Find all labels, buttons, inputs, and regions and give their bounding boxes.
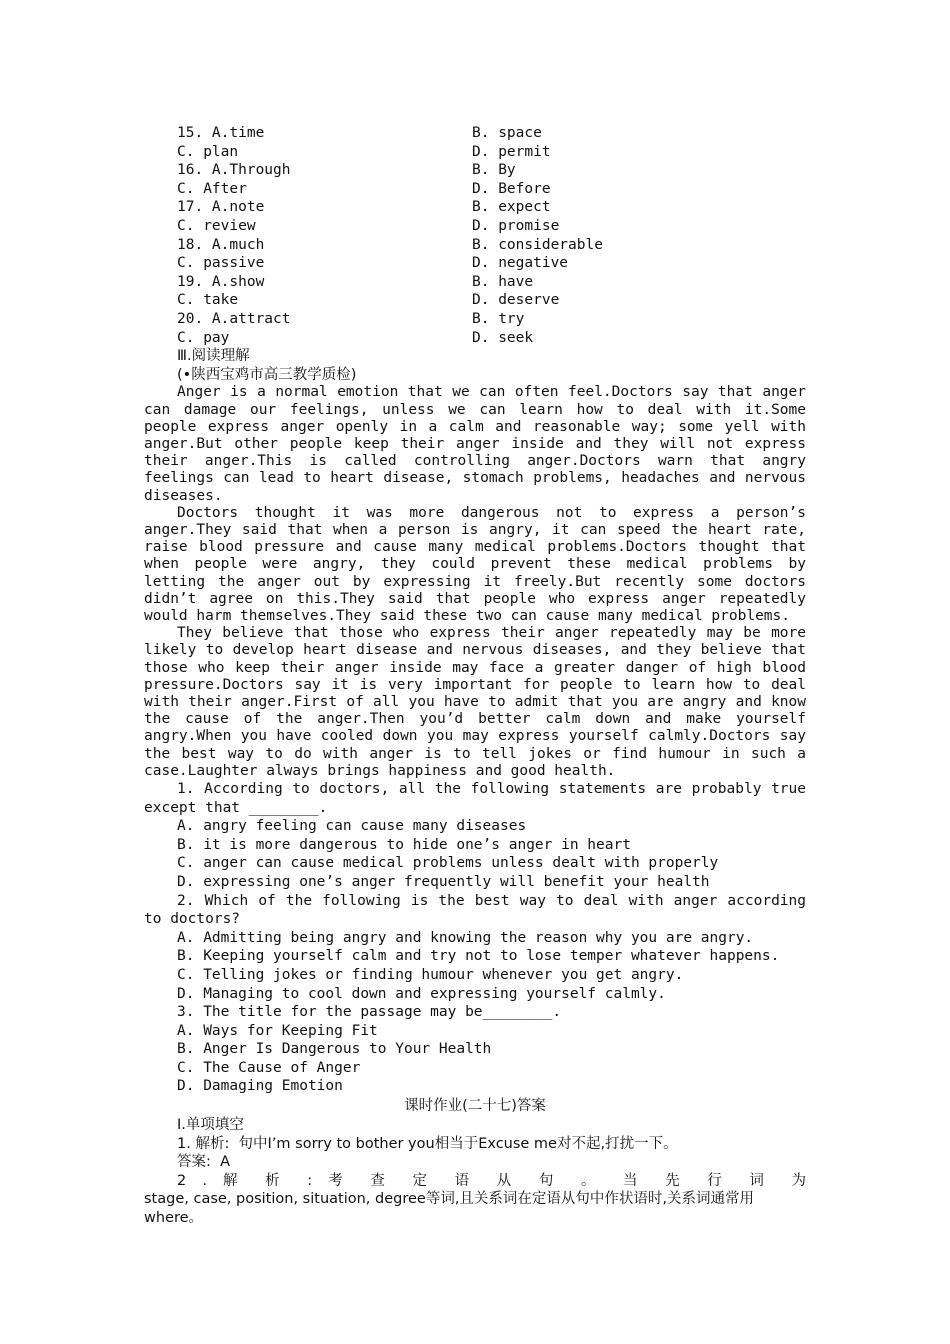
option-right: B. By <box>472 162 516 179</box>
question-stem: 2. Which of the following is the best way to deal with anger according to doctors? <box>144 892 806 928</box>
option-left: 17. A.note <box>177 199 265 216</box>
option-right: B. considerable <box>472 236 603 253</box>
option-row <box>144 198 806 217</box>
option-left: C. pay <box>177 329 230 346</box>
answer-choice: A. Admitting being angry and knowing the reason why you are angry. <box>177 929 754 946</box>
passage-paragraph: Doctors thought it was more dangerous not to express a person’s anger.They said that when a person is angry, it can speed the heart rate, raise blood pressure and cause many medical problems.Doctors thought that when people were angry, they could prevent these medical problems by letting the anger out by expressing it freely.But recently some doctors didn’t agree on this.They said that people who express anger repeatedly would harm themselves.They said these two can cause many medical problems. <box>144 504 806 624</box>
answer-choice: C. The Cause of Anger <box>177 1059 361 1076</box>
question-stem: 1. According to doctors, all the following statements are probably true except that ________. <box>144 780 806 816</box>
answer-key: 答案: A <box>177 1154 231 1171</box>
question-1 <box>144 780 806 892</box>
passage-paragraph: Anger is a normal emotion that we can often feel.Doctors say that anger can damage our feelings, unless we can learn how to deal with it.Some people express anger openly in a calm and reasonable way; some yell with anger.But other people keep their anger inside and they will not express their anger.This is called controlling anger.Doctors warn that angry feelings can lead to heart disease, stomach problems, headaches and nervous diseases. <box>144 384 806 504</box>
option-row <box>144 329 806 348</box>
option-right: B. space <box>472 125 542 141</box>
option-row <box>144 236 806 255</box>
option-right: D. promise <box>472 217 560 234</box>
option-left: C. plan <box>177 143 239 160</box>
option-left: C. review <box>177 217 256 234</box>
source-note: (•陕西宝鸡市高三教学质检) <box>177 366 357 383</box>
option-row <box>144 180 806 199</box>
option-row <box>144 161 806 180</box>
answer-choice: A. angry feeling can cause many diseases <box>177 818 527 835</box>
option-left: C. take <box>177 292 239 309</box>
option-right: B. expect <box>472 199 551 216</box>
answer-choice: B. it is more dangerous to hide one’s anger in heart <box>177 836 631 853</box>
option-left: 15. A.time <box>177 125 265 141</box>
answers-title: 课时作业(二十七)答案 <box>404 1098 546 1115</box>
option-right: D. permit <box>472 143 551 160</box>
option-row <box>144 143 806 162</box>
answer-analysis-continued: stage, case, position, situation, degree等词,且关系词在定语从句中作状语时,关系词通常用where。 <box>144 1191 755 1227</box>
section-heading: Ⅲ.阅读理解 <box>177 348 250 365</box>
cloze-options <box>144 124 806 347</box>
answer-choice: A. Ways for Keeping Fit <box>177 1022 378 1039</box>
document-page <box>144 124 806 1228</box>
option-left: C. passive <box>177 255 265 272</box>
answer-choice: D. Damaging Emotion <box>177 1078 343 1095</box>
passage-paragraph: They believe that those who express their anger repeatedly may be more likely to develop heart disease and nervous diseases, and they believe that those who keep their anger inside may face a greater danger of high blood pressure.Doctors say it is very important for people to learn how to deal with their anger.First of all you have to admit that you are angry and know the cause of the anger.Then you’d better calm down and make yourself angry.When you have cooled down you may express yourself calmly.Doctors say the best way to do with anger is to tell jokes or find humour in such a case.Laughter always brings happiness and good health. <box>144 625 806 779</box>
question-3 <box>144 1003 806 1096</box>
option-left: 20. A.attract <box>177 310 291 327</box>
option-row <box>144 273 806 292</box>
option-right: D. deserve <box>472 292 560 309</box>
answer-choice: D. Managing to cool down and expressing yourself calmly. <box>177 985 666 1002</box>
answer-analysis: 1. 解析: 句中I’m sorry to bother you相当于Excuse me对不起,打扰一下。 <box>177 1135 678 1152</box>
answer-analysis: 2 . 解 析 : 考 查 定 语 从 句 。 当 先 行 词 为 <box>177 1172 806 1189</box>
option-right: D. negative <box>472 255 569 272</box>
option-left: 18. A.much <box>177 236 265 253</box>
option-row <box>144 254 806 273</box>
question-stem: 3. The title for the passage may be________. <box>177 1004 562 1021</box>
answer-choice: C. anger can cause medical problems unless dealt with properly <box>177 855 719 872</box>
option-right: B. try <box>472 310 525 327</box>
option-row <box>144 124 806 143</box>
option-row <box>144 291 806 310</box>
answer-choice: B. Anger Is Dangerous to Your Health <box>177 1041 492 1058</box>
answer-choice: C. Telling jokes or finding humour whenever you get angry. <box>177 966 684 983</box>
option-row <box>144 310 806 329</box>
answers-section-heading: Ⅰ.单项填空 <box>177 1117 244 1134</box>
option-right: B. have <box>472 273 534 290</box>
option-left: C. After <box>177 180 247 197</box>
option-right: D. Before <box>472 180 551 197</box>
answer-choice: B. Keeping yourself calm and try not to lose temper whatever happens. <box>177 948 780 965</box>
option-row <box>144 217 806 236</box>
answer-choice: D. expressing one’s anger frequently will benefit your health <box>177 873 710 890</box>
option-left: 16. A.Through <box>177 162 291 179</box>
option-left: 19. A.show <box>177 273 265 290</box>
option-right: D. seek <box>472 329 534 346</box>
question-2 <box>144 892 806 1004</box>
